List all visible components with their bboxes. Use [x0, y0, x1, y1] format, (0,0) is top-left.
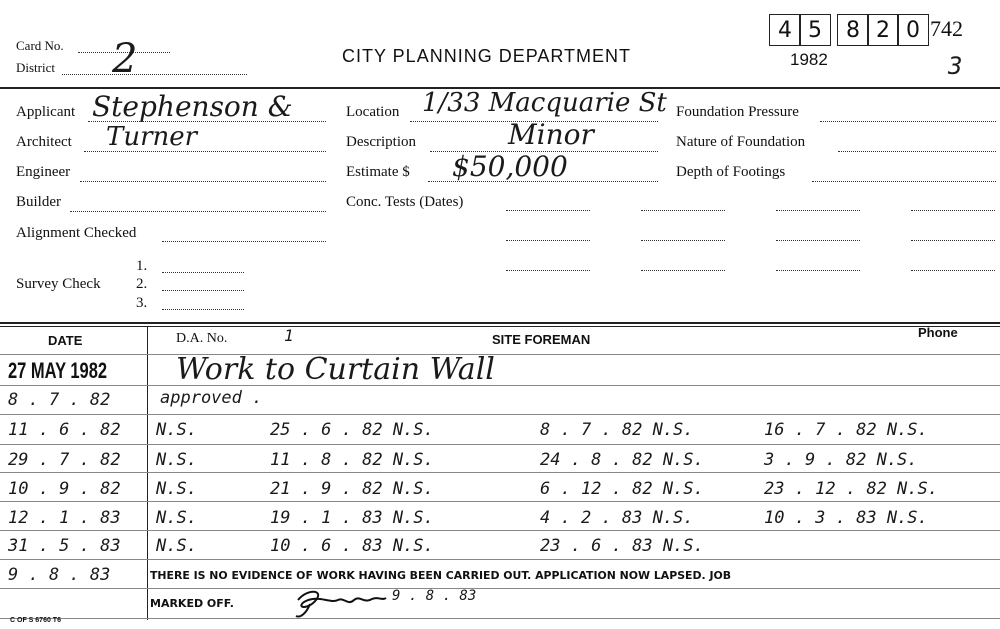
alignment-label: Alignment Checked — [16, 225, 137, 241]
survey-label: Survey Check — [16, 276, 101, 292]
final-date: 9 . 8 . 83 — [8, 565, 111, 585]
da-no-label: D.A. No. — [176, 331, 228, 346]
row-entry: 8 . 7 . 82 N.S. — [540, 420, 694, 440]
district-label: District — [16, 60, 55, 75]
ref-digit: 5 — [799, 14, 831, 46]
conc-tests-label: Conc. Tests (Dates) — [346, 194, 464, 210]
first-date-stamp: 27 MAY 1982 — [8, 358, 108, 383]
da-no-value: 1 — [284, 326, 294, 345]
row-entry: 11 . 8 . 82 N.S. — [270, 450, 434, 470]
engineer-label: Engineer — [16, 164, 71, 180]
ref-digit: 8 — [837, 14, 869, 46]
nature-foundation-label: Nature of Foundation — [676, 134, 806, 150]
survey-3: 3. — [136, 295, 148, 311]
signature-date: 9 . 8 . 83 — [392, 588, 477, 604]
lapse-note-line1: THERE IS NO EVIDENCE OF WORK HAVING BEEN CARRIED OUT. APPLICATION NOW LAPSED. JOB — [150, 569, 732, 582]
row-entry: 21 . 9 . 82 N.S. — [270, 479, 434, 499]
form-code: C OF S 6760 T6 — [10, 617, 61, 624]
row-date: 31 . 5 . 83 — [8, 536, 121, 556]
card-no-label: Card No. — [16, 38, 64, 53]
row-date: 10 . 9 . 82 — [8, 479, 121, 499]
architect-value: Turner — [106, 122, 198, 152]
applicant-value: Stephenson & — [92, 90, 293, 123]
row-entry: N.S. — [156, 420, 197, 440]
ref-digit: 2 — [867, 14, 899, 46]
architect-label: Architect — [16, 134, 72, 150]
builder-label: Builder — [16, 194, 61, 210]
foundation-pressure-label: Foundation Pressure — [676, 104, 799, 120]
ref-digit: 4 — [769, 14, 801, 46]
row-entry: N.S. — [156, 450, 197, 470]
depth-footings-label: Depth of Footings — [676, 164, 786, 180]
row-entry: 25 . 6 . 82 N.S. — [270, 420, 434, 440]
row-entry: 23 . 12 . 82 N.S. — [764, 479, 938, 499]
description-value: Minor — [508, 118, 594, 151]
row-entry: approved . — [160, 388, 263, 408]
ref-suffix: 742 — [930, 16, 963, 41]
row-entry: 19 . 1 . 83 N.S. — [270, 508, 434, 528]
estimate-label: Estimate $ — [346, 164, 410, 180]
phone-label: Phone — [918, 325, 958, 340]
location-value: 1/33 Macquarie St — [422, 88, 667, 118]
card-no-value: 2 — [112, 36, 138, 82]
signature-icon — [290, 586, 390, 620]
row-entry: N.S. — [156, 508, 197, 528]
survey-2: 2. — [136, 276, 148, 292]
row-entry: N.S. — [156, 536, 197, 556]
row-date: 8 . 7 . 82 — [8, 390, 111, 410]
row-entry: 10 . 3 . 83 N.S. — [764, 508, 928, 528]
description-label: Description — [346, 134, 416, 150]
row-date: 29 . 7 . 82 — [8, 450, 121, 470]
row-entry: 24 . 8 . 82 N.S. — [540, 450, 704, 470]
row-entry: 10 . 6 . 83 N.S. — [270, 536, 434, 556]
row-entry: 16 . 7 . 82 N.S. — [764, 420, 928, 440]
row-entry: 6 . 12 . 82 N.S. — [540, 479, 704, 499]
row-date: 12 . 1 . 83 — [8, 508, 121, 528]
row-entry: 23 . 6 . 83 N.S. — [540, 536, 704, 556]
date-header: DATE — [48, 333, 83, 348]
year: 1982 — [790, 50, 828, 69]
ref-sub: 3 — [948, 52, 963, 80]
first-entry: Work to Curtain Wall — [176, 352, 495, 387]
row-entry: 3 . 9 . 82 N.S. — [764, 450, 918, 470]
department-title: CITY PLANNING DEPARTMENT — [342, 46, 632, 66]
ref-digit: 0 — [897, 14, 929, 46]
estimate-value: $50,000 — [452, 150, 568, 183]
site-foreman-label: SITE FOREMAN — [492, 332, 591, 347]
applicant-label: Applicant — [16, 104, 76, 120]
location-label: Location — [346, 104, 400, 120]
row-entry: N.S. — [156, 479, 197, 499]
row-date: 11 . 6 . 82 — [8, 420, 121, 440]
lapse-note-line2: MARKED OFF. — [150, 597, 234, 610]
survey-1: 1. — [136, 258, 148, 274]
row-entry: 4 . 2 . 83 N.S. — [540, 508, 694, 528]
